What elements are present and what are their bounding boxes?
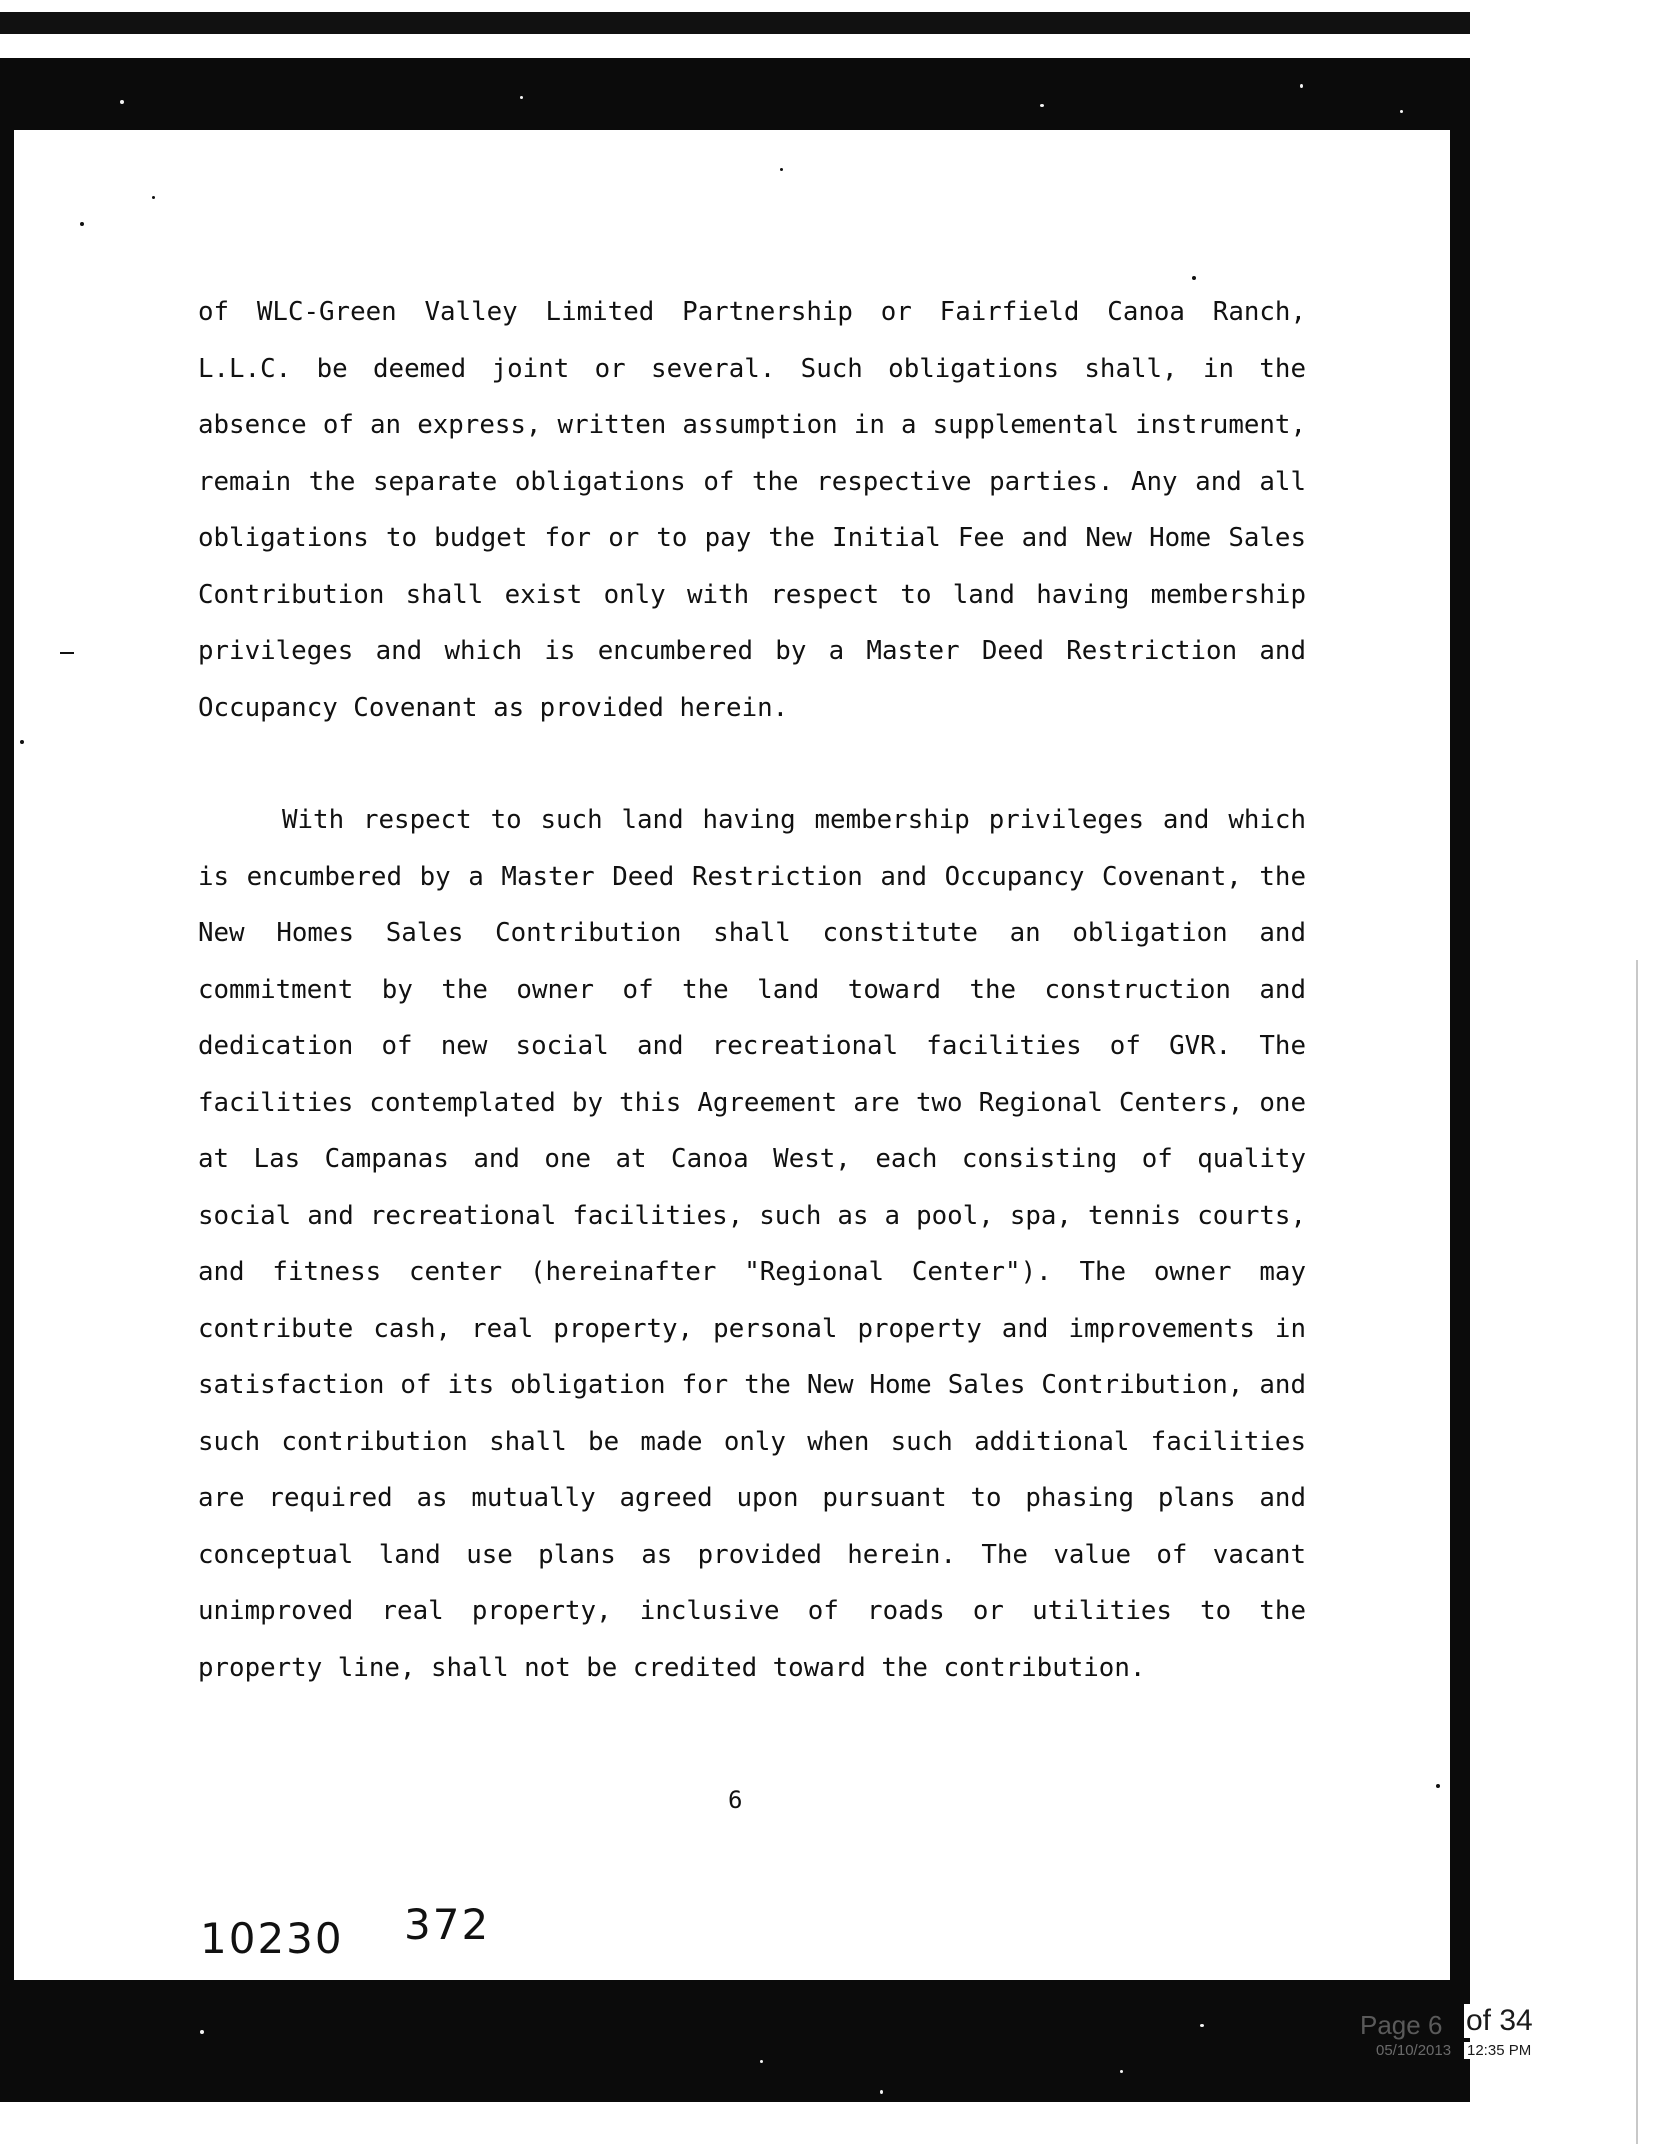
scan-dot (152, 196, 155, 199)
scan-dot (80, 222, 84, 226)
viewer-page-label: Page 6 (1360, 2010, 1443, 2040)
scan-speck (1300, 84, 1303, 88)
body-paragraph-2: With respect to such land having membership privileges and which is encumbered by a Master Deed Restriction and Occupancy Covenant, the New Homes Sales Contribution shall constitute an obligation and commitment by the owner of the land toward the construction and dedication of new social and recreational facilities of GVR. The facilities contemplated by this Agreement are two Regional Centers, one at Las Campanas and one at Canoa West, each consisting of quality social and recreational facilities, such as a pool, spa, tennis courts, and fitness center (hereinafter "Regional Center"). The owner may contribute cash, real property, personal property and improvements in satisfaction of its obligation for the New Home Sales Contribution, and such contribution shall be made only when such additional facilities are required as mutually agreed upon pursuant to phasing plans and conceptual land use plans as provided herein. The value of vacant unimproved real property, inclusive of roads or utilities to the property line, shall not be credited toward the contribution. (198, 805, 1306, 1683)
page-number: 6 (728, 1786, 743, 1814)
viewer-page-total: of 34 (1466, 2004, 1533, 2037)
scan-speck (520, 96, 523, 99)
scan-speck (1120, 2070, 1123, 2073)
scan-dot (1192, 276, 1196, 280)
scan-speck (120, 100, 124, 104)
viewer-date: 05/10/2013 (1376, 2042, 1452, 2059)
scan-edge-line (1636, 960, 1638, 2144)
scan-dot (20, 740, 24, 744)
scan-speck (1200, 2024, 1204, 2027)
scan-dot (1436, 1784, 1440, 1788)
scan-mark (60, 652, 74, 654)
scan-dot (780, 168, 783, 171)
scan-speck (760, 2060, 763, 2063)
body-paragraph-1: of WLC-Green Valley Limited Partnership or Fairfield Canoa Ranch, L.L.C. be deemed joint or several. Such obligations shall, in the absence of an express, written assumption in a supplemental instrument, remain the separate obligations of the respective parties. Any and all obligations to budget for or to pay the Initial Fee and New Home Sales Contribution shall exist only with respect to land having membership privileges and which is encumbered by a Master Deed Restriction and Occupancy Covenant as provided herein. (198, 297, 1306, 723)
scan-speck (880, 2090, 883, 2094)
viewer-timestamp: 12:35 PM (1464, 2042, 1534, 2059)
scan-speck (1400, 110, 1403, 113)
scan-speck (1040, 104, 1044, 107)
recording-book-number: 10230 (200, 1914, 344, 1963)
scan-speck (200, 2030, 204, 2034)
scan-top-border (0, 12, 1470, 34)
recording-page-number: 372 (404, 1900, 491, 1949)
